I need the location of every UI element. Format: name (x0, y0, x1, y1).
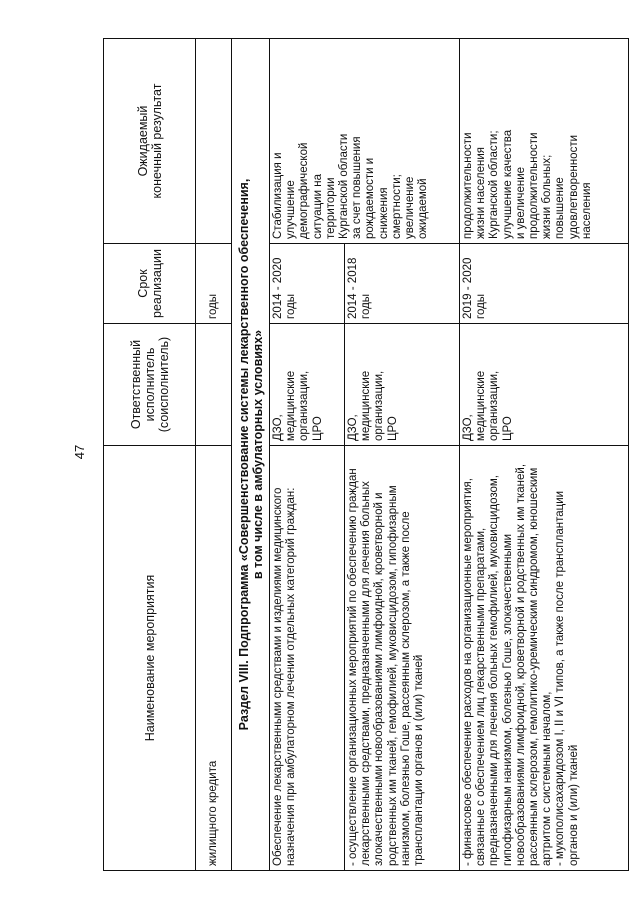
row-1-name: - осуществление организационных мероприятий по обеспечению граждан лекарственными средствами, предназначенными для лечения больных злокачественными новообразованиями лимфоидной, кроветворной и родственных им тканей, гемофилией, муковисцидозом, гипофизарным нанизмом, болезнью Гоше, рассеянным склерозом, а также после трансплантации органов и (или) тканей (345, 446, 460, 871)
header-result: Ожидаемый конечный результат (104, 39, 196, 244)
carry-row (196, 39, 232, 871)
header-row (104, 39, 196, 871)
row-2-result: продолжительности жизни населения Курганской области; улучшение качества и увеличение продолжительности жизни больных; повышение удовлетворенности населения (460, 39, 629, 244)
row-0-name: Обеспечение лекарственными средствами и изделиями медицинского назначения при амбулаторном лечении отдельных категорий граждан: (270, 446, 345, 871)
row-2-name: - финансовое обеспечение расходов на организационные мероприятия, связанные с обеспечением лиц лекарственными препаратами, предназначенными для лечения больных гемофилией, муковисцидозом, гипофизарным нанизмом, болезнью Гоше, злокачественными новообразованиями лимфоидной, кроветворной и родственных им тканей, рассеянным склерозом, гемолитико-уремическим синдромом, юношеским артритом с системным началом, - мукополисахаридозом I, II и VI типов, а также после трансплантации органов и (или) тканей (460, 446, 629, 871)
table-row (460, 39, 629, 871)
row-0-executor: ДЗО, медицинские организации, ЦРО (270, 324, 345, 446)
row-1-period: 2014 - 2018 годы (345, 244, 460, 324)
row-2-period: 2019 - 2020 годы (460, 244, 629, 324)
rotated-table-container (103, 39, 628, 871)
row-2-executor: ДЗО, медицинские организации, ЦРО (460, 324, 629, 446)
row-0-result: Стабилизация и улучшение демографической ситуации на территории Курганской области за счет повышения рождаемости и снижения смертности; увеличение ожидаемой (270, 39, 460, 244)
section-row (232, 39, 270, 871)
carry-period: годы (196, 244, 232, 324)
carry-result (196, 39, 232, 244)
measures-table (103, 38, 629, 871)
header-period: Срок реализации (104, 244, 196, 324)
row-1-executor: ДЗО, медицинские организации, ЦРО (345, 324, 460, 446)
carry-executor (196, 324, 232, 446)
row-0-period: 2014 - 2020 годы (270, 244, 345, 324)
header-name: Наименование мероприятия (104, 446, 196, 871)
page-number: 47 (72, 444, 87, 460)
carry-name: жилищного кредита (196, 446, 232, 871)
table-row (270, 39, 345, 871)
header-executor: Ответственный исполнитель (соисполнитель) (104, 324, 196, 446)
section-title: Раздел VIII. Подпрограмма «Совершенствование системы лекарственного обеспечения, в том числе в амбулаторных условиях» (232, 39, 270, 871)
